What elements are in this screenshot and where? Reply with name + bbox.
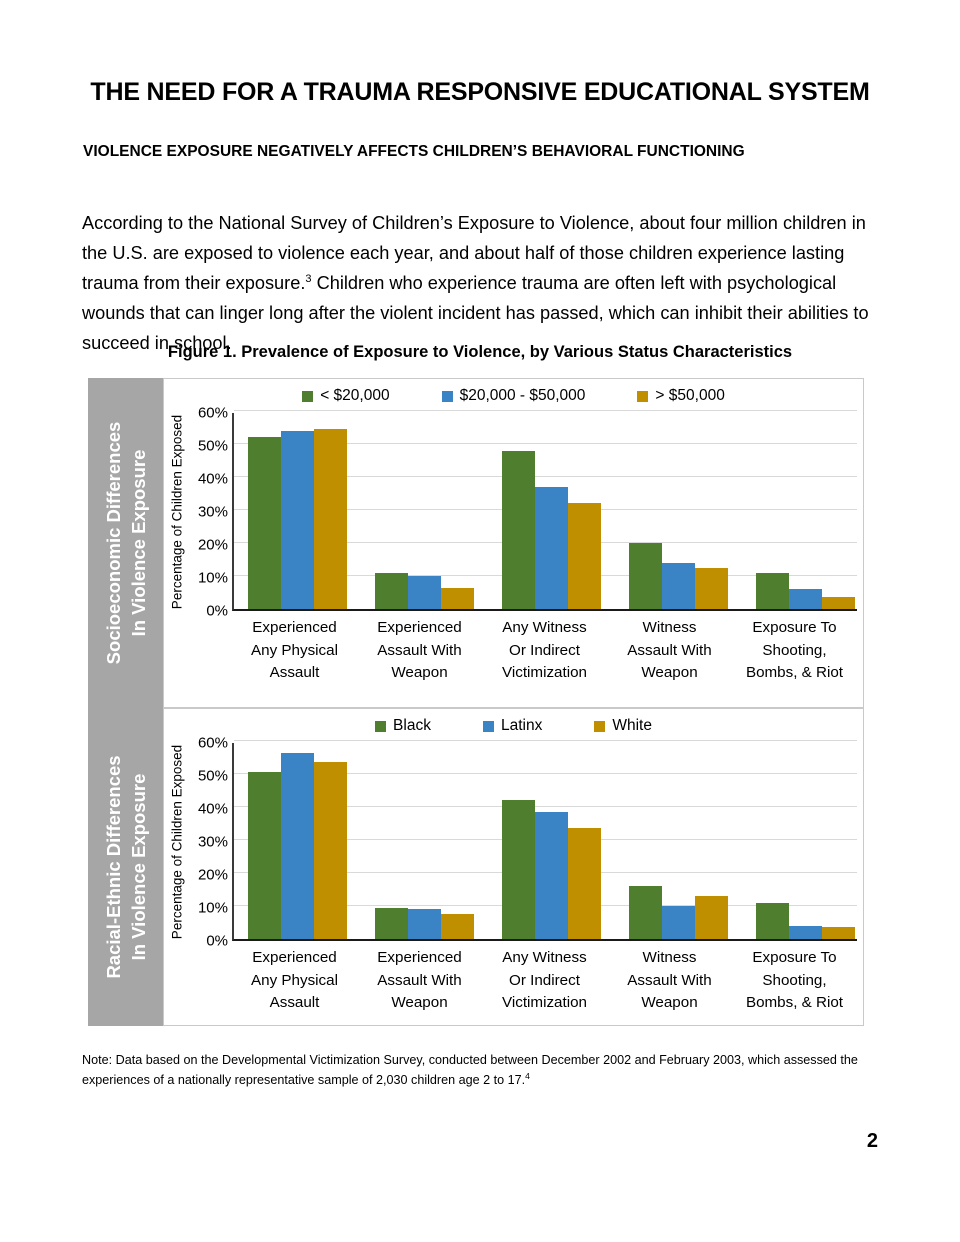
bar[interactable] bbox=[568, 828, 601, 939]
y-axis-title-racial-ethnic: Percentage of Children Exposed bbox=[169, 744, 185, 940]
gridline bbox=[234, 740, 857, 741]
bar-group bbox=[742, 413, 869, 609]
x-axis-labels-socioeconomic bbox=[232, 613, 857, 685]
bar-group bbox=[615, 743, 742, 939]
bar[interactable] bbox=[375, 573, 408, 609]
figure-caption: Figure 1. Prevalence of Exposure to Violence, by Various Status Characteristics bbox=[167, 343, 793, 361]
x-axis-label-line: Assault With bbox=[627, 971, 712, 989]
bar[interactable] bbox=[281, 753, 314, 939]
side-band-line1: Socioeconomic Differences bbox=[102, 421, 124, 665]
paragraph-text-1: According to the National Survey of Children’s Exposure to Violence, about four million children in the U.S. are exposed to violence each year, and about half of those children experience lasting trauma from their exposure. bbox=[82, 213, 866, 294]
side-band-line2: In Violence Exposure bbox=[127, 773, 149, 961]
bar[interactable] bbox=[568, 503, 601, 609]
legend-item-black[interactable] bbox=[375, 717, 431, 735]
y-axis-tick-label: 40% bbox=[197, 470, 228, 488]
x-axis-labels-racial-ethnic bbox=[232, 943, 857, 1015]
bar[interactable] bbox=[248, 772, 281, 939]
y-axis-tick-label: 20% bbox=[197, 866, 228, 884]
bar[interactable] bbox=[822, 597, 855, 609]
bar[interactable] bbox=[502, 800, 535, 939]
side-band-racial-ethnic bbox=[88, 708, 163, 1026]
x-axis-label-line: Any Physical bbox=[251, 641, 338, 659]
note-text: Note: Data based on the Developmental Victimization Survey, conducted between December 2002 and February 2003, which assessed the experiences of a nationally representative sample of 2,030 children age 2 to 17. bbox=[82, 1052, 858, 1087]
y-axis-tick-label: 50% bbox=[197, 437, 228, 455]
panel-racial-ethnic bbox=[88, 708, 864, 1026]
bar[interactable] bbox=[756, 573, 789, 609]
x-axis-label-line: Bombs, & Riot bbox=[745, 664, 844, 681]
legend-label-under-20k: < $20,000 bbox=[320, 387, 390, 404]
x-axis-label bbox=[357, 613, 482, 685]
bar[interactable] bbox=[408, 909, 441, 939]
x-axis-label bbox=[482, 613, 607, 685]
bar-group bbox=[234, 743, 361, 939]
y-axis-tick-label: 50% bbox=[197, 767, 228, 785]
legend-label-20k-50k: $20,000 - $50,000 bbox=[459, 387, 586, 404]
bar[interactable] bbox=[441, 914, 474, 939]
bar[interactable] bbox=[502, 451, 535, 609]
x-axis-label-line: Any Witness bbox=[502, 949, 587, 966]
side-band-socioeconomic bbox=[88, 378, 163, 708]
x-axis-label-line: Exposure To bbox=[752, 949, 837, 966]
x-axis-label bbox=[732, 943, 857, 1015]
plot-wrap-racial-ethnic bbox=[164, 734, 863, 1025]
y-axis-title-socioeconomic: Percentage of Children Exposed bbox=[169, 414, 185, 610]
bar[interactable] bbox=[662, 563, 695, 609]
bar[interactable] bbox=[822, 927, 855, 939]
bar[interactable] bbox=[662, 906, 695, 939]
bar[interactable] bbox=[441, 588, 474, 609]
bar[interactable] bbox=[314, 429, 347, 609]
x-axis-label-line: Shooting, bbox=[762, 641, 827, 659]
x-axis-label bbox=[607, 943, 732, 1015]
bar-groups bbox=[234, 413, 857, 609]
bar[interactable] bbox=[248, 437, 281, 609]
x-axis-label-line: Exposure To bbox=[752, 619, 837, 636]
plot-area-socioeconomic bbox=[232, 413, 857, 611]
y-axis-tick-label: 60% bbox=[197, 404, 228, 422]
chart-racial-ethnic bbox=[163, 708, 864, 1026]
bar-group bbox=[742, 743, 869, 939]
panel-socioeconomic bbox=[88, 378, 864, 708]
bar-group bbox=[488, 413, 615, 609]
page-number: 2 bbox=[866, 1130, 878, 1152]
y-axis-tick-label: 0% bbox=[206, 932, 228, 950]
y-axis-tick-label: 60% bbox=[197, 734, 228, 752]
bar[interactable] bbox=[314, 762, 347, 939]
y-axis-ticks-racial-ethnic bbox=[186, 734, 232, 950]
x-axis-label-line: Shooting, bbox=[762, 971, 827, 989]
paragraph-text-2: Children who experience trauma are often left with psychological wounds that can linger long after the violent incident has passed, which can inhibit their abilities to succeed in school. bbox=[82, 273, 869, 354]
x-axis-label-line: Assault With bbox=[627, 641, 712, 659]
bar[interactable] bbox=[629, 886, 662, 939]
y-axis-tick-label: 20% bbox=[197, 536, 228, 554]
x-axis-label-line: Or Indirect bbox=[509, 971, 580, 989]
x-axis-label-line: Experienced bbox=[377, 949, 462, 966]
x-axis-label-line: Victimization bbox=[502, 994, 587, 1011]
x-axis-label-line: Any Physical bbox=[251, 971, 338, 989]
section-heading: VIOLENCE EXPOSURE NEGATIVELY AFFECTS CHILDREN’S BEHAVIORAL FUNCTIONING bbox=[83, 143, 745, 160]
x-axis-label-line: Assault With bbox=[377, 971, 462, 989]
body-paragraph bbox=[82, 208, 882, 358]
footnote-marker-4: 4 bbox=[525, 1070, 530, 1081]
legend-swatch-gold bbox=[594, 721, 605, 732]
legend-item-over-50k[interactable] bbox=[637, 387, 724, 405]
legend-label-black: Black bbox=[393, 717, 431, 734]
x-axis-label-line: Witness bbox=[642, 949, 697, 966]
footnote-marker-3: 3 bbox=[305, 273, 312, 286]
x-axis-label-line: Weapon bbox=[391, 994, 448, 1011]
bar-group bbox=[615, 413, 742, 609]
bar[interactable] bbox=[789, 926, 822, 939]
x-axis-label-line: Experienced bbox=[252, 949, 337, 966]
legend-socioeconomic bbox=[164, 387, 863, 405]
bar[interactable] bbox=[629, 543, 662, 609]
chart-socioeconomic bbox=[163, 378, 864, 708]
x-axis-label-line: Experienced bbox=[377, 619, 462, 636]
y-axis-tick-label: 10% bbox=[197, 569, 228, 587]
x-axis-label-line: Victimization bbox=[502, 664, 587, 681]
bar[interactable] bbox=[408, 576, 441, 609]
legend-label-over-50k: > $50,000 bbox=[655, 387, 725, 404]
figure-1 bbox=[88, 378, 864, 1026]
y-axis-tick-label: 40% bbox=[197, 800, 228, 818]
side-band-line1: Racial-Ethnic Differences bbox=[102, 755, 124, 979]
figure-note bbox=[82, 1050, 882, 1090]
x-axis-label bbox=[232, 943, 357, 1015]
bar[interactable] bbox=[695, 568, 728, 609]
x-axis-label-line: Bombs, & Riot bbox=[745, 994, 844, 1011]
bar[interactable] bbox=[789, 589, 822, 609]
y-axis-tick-label: 30% bbox=[197, 503, 228, 521]
legend-label-latinx: Latinx bbox=[500, 717, 543, 734]
bar[interactable] bbox=[695, 896, 728, 939]
y-axis-tick-label: 10% bbox=[197, 899, 228, 917]
legend-item-latinx[interactable] bbox=[483, 717, 542, 735]
x-axis-label bbox=[232, 613, 357, 685]
plot-wrap-socioeconomic bbox=[164, 404, 863, 707]
side-band-line2: In Violence Exposure bbox=[127, 449, 149, 637]
legend-swatch-green bbox=[375, 721, 386, 732]
bar-group bbox=[234, 413, 361, 609]
x-axis-label-line: Weapon bbox=[641, 664, 698, 681]
legend-swatch-green bbox=[302, 391, 313, 402]
bar[interactable] bbox=[535, 487, 568, 609]
bar-group bbox=[361, 413, 488, 609]
legend-item-white[interactable] bbox=[594, 717, 652, 735]
gridline bbox=[234, 410, 857, 411]
legend-swatch-blue bbox=[483, 721, 494, 732]
side-band-label-racial-ethnic bbox=[101, 755, 151, 978]
bar[interactable] bbox=[535, 812, 568, 939]
plot-area-racial-ethnic bbox=[232, 743, 857, 941]
legend-item-20k-50k[interactable] bbox=[442, 387, 586, 405]
legend-label-white: White bbox=[612, 717, 652, 734]
bar[interactable] bbox=[756, 903, 789, 939]
x-axis-label-line: Experienced bbox=[252, 619, 337, 636]
x-axis-label-line: Weapon bbox=[641, 994, 698, 1011]
x-axis-label-line: Assault With bbox=[377, 641, 462, 659]
side-band-label-socioeconomic bbox=[101, 422, 151, 665]
page-title: THE NEED FOR A TRAUMA RESPONSIVE EDUCATIONAL SYSTEM bbox=[90, 78, 870, 106]
bar[interactable] bbox=[281, 431, 314, 609]
x-axis-label-line: Witness bbox=[642, 619, 697, 636]
legend-racial-ethnic bbox=[164, 717, 863, 735]
x-axis-label-line: Or Indirect bbox=[509, 641, 580, 659]
bar-group bbox=[361, 743, 488, 939]
x-axis-label-line: Any Witness bbox=[502, 619, 587, 636]
x-axis-label-line: Assault bbox=[269, 664, 320, 681]
x-axis-label bbox=[357, 943, 482, 1015]
bar[interactable] bbox=[375, 908, 408, 939]
x-axis-label bbox=[482, 943, 607, 1015]
legend-swatch-gold bbox=[637, 391, 648, 402]
y-axis-tick-label: 0% bbox=[206, 602, 228, 620]
legend-item-under-20k[interactable] bbox=[302, 387, 389, 405]
bar-groups bbox=[234, 743, 857, 939]
legend-swatch-blue bbox=[442, 391, 453, 402]
x-axis-label bbox=[607, 613, 732, 685]
y-axis-tick-label: 30% bbox=[197, 833, 228, 851]
x-axis-label-line: Assault bbox=[269, 994, 320, 1011]
y-axis-ticks-socioeconomic bbox=[186, 404, 232, 620]
bar-group bbox=[488, 743, 615, 939]
x-axis-label bbox=[732, 613, 857, 685]
x-axis-label-line: Weapon bbox=[391, 664, 448, 681]
